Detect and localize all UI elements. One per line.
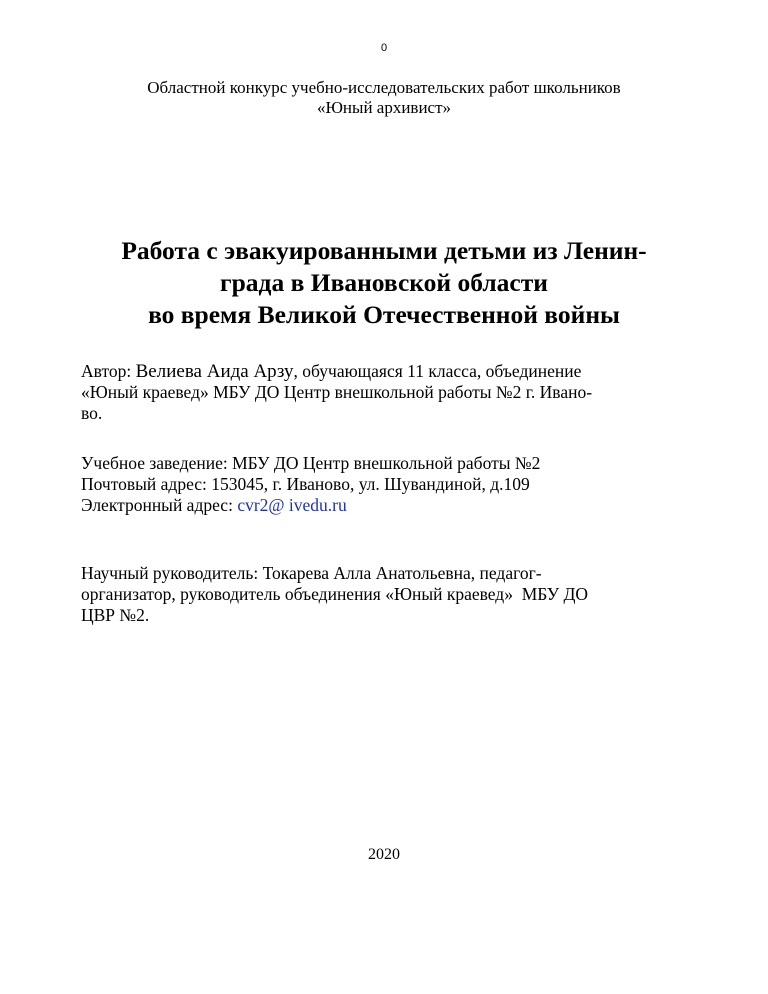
- title-line-3: во время Великой Отечественной войны: [148, 300, 620, 329]
- page-number: 0: [380, 42, 388, 54]
- title-line-1: Работа с эвакуированными детьми из Ленин-: [121, 236, 647, 265]
- year: 2020: [368, 846, 400, 863]
- supervisor-line-2: организатор, руководитель объединения «Юный краевед» МБУ ДО: [81, 584, 589, 604]
- author-name: Велиева Аида Арзу: [135, 361, 294, 382]
- author-line-2: «Юный краевед» МБУ ДО Центр внешкольной работы №2 г. Ивано-: [81, 382, 593, 402]
- contest-line-2: «Юный архивист»: [316, 98, 452, 117]
- author-line-1: [81, 361, 701, 382]
- author-block: [81, 361, 701, 424]
- institution-block: [81, 453, 701, 516]
- institution-email-line: [81, 495, 701, 516]
- title-line-2: града в Ивановской области: [220, 268, 548, 297]
- contest-header: [0, 78, 768, 118]
- document-title: [60, 235, 708, 331]
- institution-school: Учебное заведение: МБУ ДО Центр внешкольной работы №2: [81, 453, 541, 473]
- supervisor-block: [81, 563, 701, 626]
- author-line-3: во.: [81, 403, 103, 423]
- author-label: Автор:: [81, 361, 136, 381]
- author-line-1-rest: , обучающаяся 11 класса, объединение: [293, 361, 582, 381]
- email-link[interactable]: cvr2@ ivedu.ru: [237, 495, 347, 515]
- contest-line-1: Областной конкурс учебно-исследовательских работ школьников: [147, 78, 621, 97]
- supervisor-line-3: ЦВР №2.: [81, 605, 150, 625]
- email-label: Электронный адрес:: [81, 495, 238, 515]
- institution-postal: Почтовый адрес: 153045, г. Иваново, ул. Шувандиной, д.109: [81, 474, 530, 494]
- supervisor-line-1: Научный руководитель: Токарева Алла Анатольевна, педагог-: [81, 563, 542, 583]
